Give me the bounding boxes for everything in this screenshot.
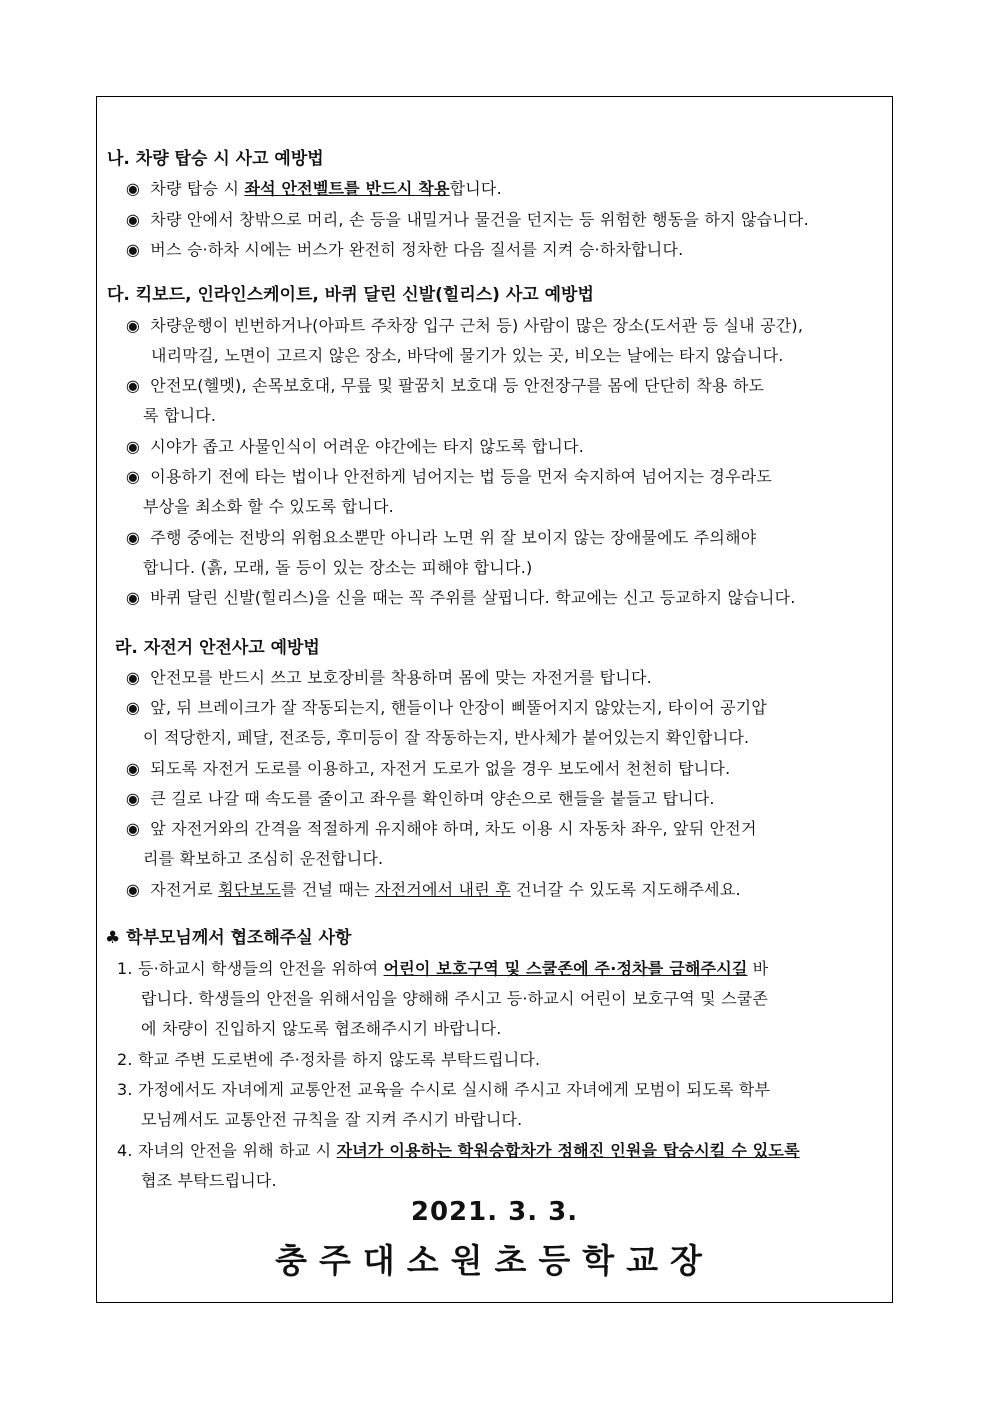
numbered-item: 4. 자녀의 안전을 위해 하교 시 자녀가 이용하는 학원승합차가 정해진 인원을 탑승시킬 수 있도록	[117, 1141, 800, 1160]
document-date: 2021. 3. 3.	[410, 1197, 579, 1227]
item-number: 1.	[117, 959, 133, 978]
list-item: ◉ 이용하기 전에 타는 법이나 안전하게 넘어지는 법 등을 먼저 숙지하여 넘어지는 경우라도	[121, 466, 772, 488]
list-item-continuation: 합니다. (흙, 모래, 돌 등이 있는 장소는 피해야 합니다.)	[143, 558, 533, 577]
list-item-continuation: 리를 확보하고 조심히 운전합니다.	[143, 849, 384, 868]
bullet-icon: ◉	[125, 316, 141, 335]
list-item-continuation: 이 적당한지, 페달, 전조등, 후미등이 잘 작동하는지, 반사체가 붙어있는지 확인합니다.	[143, 728, 750, 747]
section-heading-bicycle: 라. 자전거 안전사고 예방법	[115, 638, 320, 658]
emphasis-text: 어린이 보호구역 및 스쿨존에 주·정차를 금해주시길	[383, 959, 748, 978]
numbered-item-continuation: 랍니다. 학생들의 안전을 위해서임을 양해해 주시고 등·하교시 어린이 보호구역 및 스쿨존	[141, 989, 769, 1008]
numbered-item-continuation: 모님께서도 교통안전 규칙을 잘 지켜 주시기 바랍니다.	[141, 1110, 523, 1129]
list-item-continuation: 내리막길, 노면이 고르지 않은 장소, 바닥에 물기가 있는 곳, 비오는 날에는 타지 않습니다.	[151, 346, 784, 365]
numbered-item: 3. 가정에서도 자녀에게 교통안전 교육을 수시로 실시해 주시고 자녀에게 모범이 되도록 학부	[117, 1080, 771, 1099]
list-item: ◉ 되도록 자전거 도로를 이용하고, 자전거 도로가 없을 경우 보도에서 천천히 탑니다.	[121, 758, 730, 780]
bullet-icon: ◉	[125, 789, 141, 808]
bullet-icon: ◉	[125, 210, 141, 229]
list-item: ◉ 차량 탑승 시 좌석 안전벨트를 반드시 착용합니다.	[121, 178, 502, 200]
list-item-continuation: 록 합니다.	[143, 406, 217, 425]
numbered-item: 1. 등·하교시 학생들의 안전을 위하여 어린이 보호구역 및 스쿨존에 주·정차를 금해주시길 바	[117, 959, 769, 978]
numbered-item: 2. 학교 주변 도로변에 주·정차를 하지 않도록 부탁드립니다.	[117, 1050, 541, 1069]
bullet-icon: ◉	[125, 880, 141, 899]
bullet-icon: ◉	[125, 819, 141, 838]
list-item: ◉ 차량 안에서 창밖으로 머리, 손 등을 내밀거나 물건을 던지는 등 위험한 행동을 하지 않습니다.	[121, 209, 809, 231]
bullet-icon: ◉	[125, 528, 141, 547]
emphasis-text: 좌석 안전벨트를 반드시 착용	[244, 179, 450, 198]
item-number: 3.	[117, 1080, 133, 1099]
bullet-icon: ◉	[125, 240, 141, 259]
document-frame	[96, 96, 893, 1303]
list-item: ◉ 바퀴 달린 신발(힐리스)을 신을 때는 꼭 주위를 살핍니다. 학교에는 신고 등교하지 않습니다.	[121, 587, 796, 609]
list-item: ◉ 버스 승·하차 시에는 버스가 완전히 정차한 다음 질서를 지켜 승·하차합니다.	[121, 239, 683, 261]
section-heading-vehicle: 나. 차량 탑승 시 사고 예방법	[107, 149, 324, 169]
bullet-icon: ◉	[125, 437, 141, 456]
bullet-icon: ◉	[125, 759, 141, 778]
item-number: 2.	[117, 1050, 133, 1069]
item-number: 4.	[117, 1141, 133, 1160]
list-item: ◉ 차량운행이 빈번하거나(아파트 주차장 입구 근처 등) 사람이 많은 장소(도서관 등 실내 공간),	[121, 315, 803, 337]
list-item: ◉ 앞, 뒤 브레이크가 잘 작동되는지, 핸들이나 안장이 삐뚤어지지 않았는지, 타이어 공기압	[121, 697, 767, 719]
numbered-item-continuation: 협조 부탁드립니다.	[141, 1171, 277, 1190]
bullet-icon: ◉	[125, 376, 141, 395]
section-heading-kickboard: 다. 킥보드, 인라인스케이트, 바퀴 달린 신발(힐리스) 사고 예방법	[107, 285, 594, 305]
bullet-icon: ◉	[125, 588, 141, 607]
list-item: ◉ 앞 자전거와의 간격을 적절하게 유지해야 하며, 차도 이용 시 자동차 좌우, 앞뒤 안전거	[121, 818, 757, 840]
emphasis-text: 횡단보도	[218, 880, 281, 899]
bullet-icon: ◉	[125, 668, 141, 687]
bullet-icon: ◉	[125, 698, 141, 717]
list-item: ◉ 시야가 좁고 사물인식이 어려운 야간에는 타지 않도록 합니다.	[121, 436, 584, 458]
signature: 충주대소원초등학교장	[275, 1241, 714, 1280]
list-item: ◉ 안전모를 반드시 쓰고 보호장비를 착용하며 몸에 맞는 자전거를 탑니다.	[121, 667, 652, 689]
list-item: ◉ 큰 길로 나갈 때 속도를 줄이고 좌우를 확인하며 양손으로 핸들을 붙들고 탑니다.	[121, 788, 715, 810]
section-heading-parents: ♣ 학부모님께서 협조해주실 사항	[105, 928, 352, 948]
emphasis-text: 자녀가 이용하는 학원승합차가 정해진 인원을 탑승시킬 수 있도록	[336, 1141, 800, 1160]
emphasis-text: 자전거에서 내린 후	[374, 880, 511, 899]
list-item: ◉ 주행 중에는 전방의 위험요소뿐만 아니라 노면 위 잘 보이지 않는 장애물에도 주의해야	[121, 527, 756, 549]
list-item: ◉ 안전모(헬멧), 손목보호대, 무릎 및 팔꿈치 보호대 등 안전장구를 몸에 단단히 착용 하도	[121, 375, 764, 397]
bullet-icon: ◉	[125, 467, 141, 486]
list-item: ◉ 자전거로 횡단보도를 건널 때는 자전거에서 내린 후 건너갈 수 있도록 지도해주세요.	[121, 879, 741, 901]
bullet-icon: ◉	[125, 179, 141, 198]
numbered-item-continuation: 에 차량이 진입하지 않도록 협조해주시기 바랍니다.	[141, 1019, 502, 1038]
list-item-continuation: 부상을 최소화 할 수 있도록 합니다.	[143, 497, 394, 516]
